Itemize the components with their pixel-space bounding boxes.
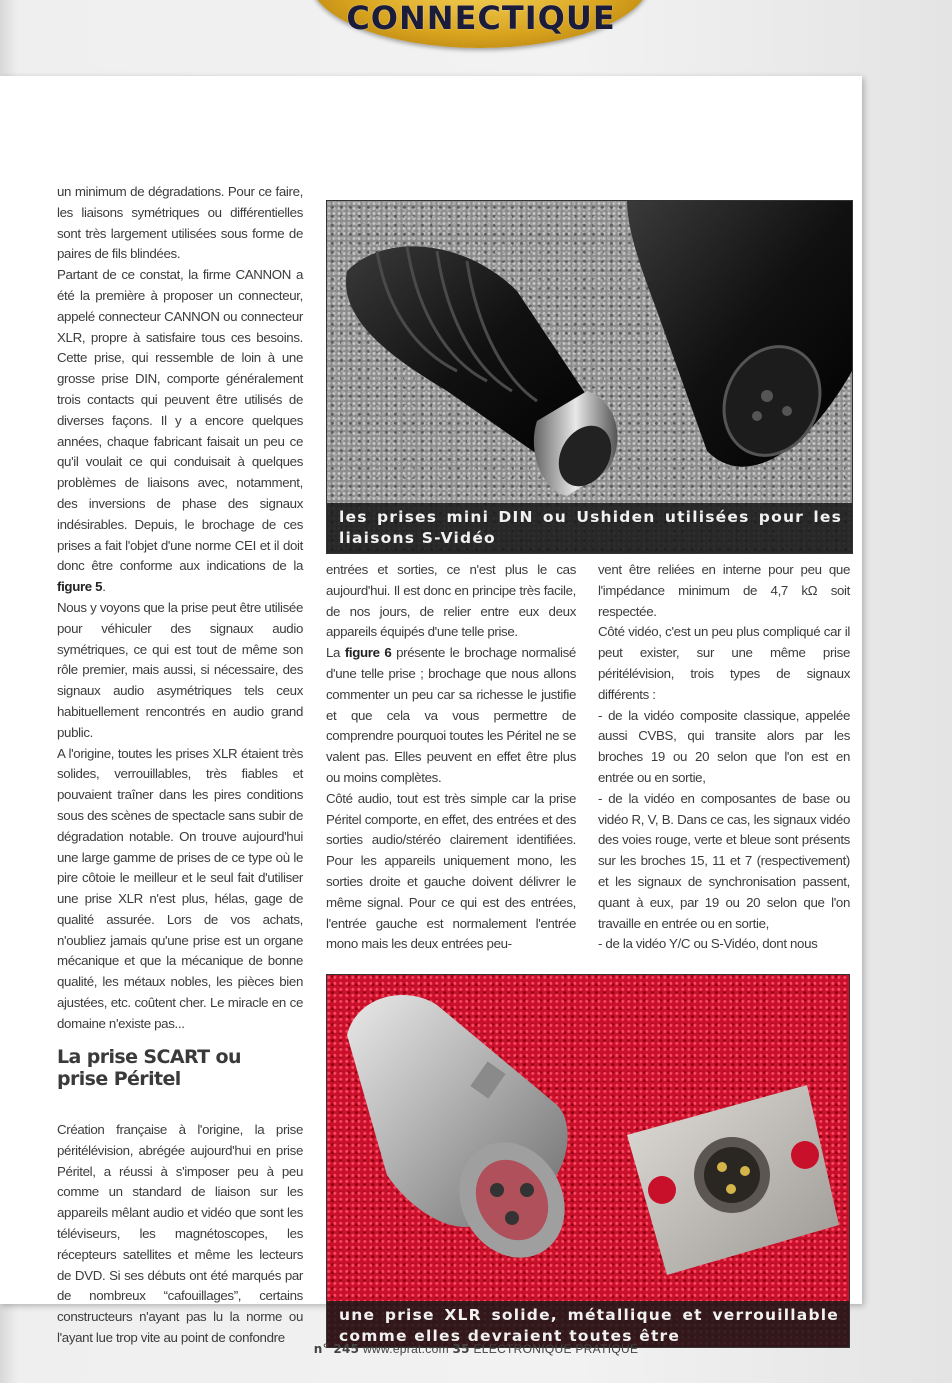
paragraph: Création française à l'origine, la prise péritélévision, abrégée aujourd'hui en prise Péritel, a réussi à s'imposer peu à peu comme un standard de liaison sur les appareils mêlant audio et vidéo que sont les téléviseurs, les magnétoscopes, les récepteurs satellites et même les lecteurs de DVD. Si ses débuts ont été marqués par de nombreux “cafouillages”, certains constructeurs n'ayant pas lu la norme ou l'ayant lue trop vite au point de confondre — [57, 1122, 303, 1345]
paragraph: A l'origine, toutes les prises XLR étaient très solides, verrouillables, très fiables et pouvaient traîner dans les pires conditions sous des scènes de spectacle sans subir de dégradation notable. On trouve aujourd'hui une large gamme de prises de ce type où le pire côtoie le meilleur et le seul fait d'utiliser une prise XLR n'est plus, hélas, gage de qualité assurée. Lors de vos achats, n'oubliez jamais qu'une prise est un organe mécanique et que la mécanique de bonne qualité, les métaux nobles, les pièces bien ajustées, etc. coûtent cher. Le miracle en ce domaine n'existe pas... — [57, 745, 303, 1031]
paragraph: Côté audio, tout est très simple car la prise Péritel comporte, en effet, des entrées et des sorties audio/stéréo clairement identifiées. Pour les appareils uniquement mono, les sorties droite et gauche doivent délivrer le même signal. Pour ce qui est des entrées, l'entrée gauche est normalement l'entrée mono mais les deux entrées peu- — [326, 790, 576, 952]
figure-reference: figure 5 — [57, 579, 103, 595]
article-column-3 — [598, 560, 850, 955]
photo-mini-din-plugs — [326, 200, 853, 554]
paragraph: - de la vidéo en composantes de base ou vidéo R, V, B. Dans ce cas, les signaux vidéo des voies rouge, verte et bleue sont présents sur les broches 15, 11 et 7 (respectivement) et les signaux de synchronisation passent, quant à eux, par 19 ou 20 selon que l'on travaille en entrée ou en sortie, — [598, 790, 850, 931]
paragraph: vent être reliées en interne pour peu que l'impédance minimum de 4,7 kΩ soit respectée. — [598, 562, 850, 619]
xlr-connectors-illustration — [327, 975, 849, 1347]
paragraph: entrées et sorties, ce n'est plus le cas aujourd'hui. Il est donc en principe très facile, de nos jours, de relier entre eux deux appareils équipés d'une telle prise. — [326, 562, 576, 640]
photo-caption: une prise XLR solide, métallique et verrouillable comme elles devraient toutes être — [327, 1301, 849, 1347]
article-column-1-continued — [57, 1120, 303, 1349]
figure-reference: figure 6 — [344, 645, 392, 661]
paragraph: - de la vidéo Y/C ou S-Vidéo, dont nous — [598, 936, 818, 952]
photo-caption: les prises mini DIN ou Ushiden utilisées pour les liaisons S-Vidéo — [327, 503, 852, 553]
paragraph: un minimum de dégradations. Pour ce faire, les liaisons symétriques ou différentielles sont très largement utilisées sous forme de paires de fils blindées. — [57, 184, 303, 262]
page-number: 35 — [452, 1342, 470, 1356]
page-footer — [0, 1342, 952, 1356]
paragraph: - de la vidéo composite classique, appelée aussi CVBS, qui transite alors par les broches 19 ou 20 selon que l'on est en entrée ou en sortie, — [598, 707, 850, 785]
issue-number: n° 245 — [313, 1342, 360, 1356]
paragraph: Nous y voyons que la prise peut être utilisée pour véhiculer des signaux audio symétriques, ce qui est tout de même son rôle premier, mais aussi, si nécessaire, des signaux audio asymétriques tels ceux habituellement rencontrés en audio grand public. — [57, 599, 303, 740]
paragraph: La figure 6 présente le brochage normalisé d'une telle prise ; brochage que nous allons commenter un peu car sa richesse le justifie et que cela va vous permettre de comprendre pourquoi toutes les Péritel ne se valent pas. Elles peuvent en effet être plus ou moins complètes. — [326, 645, 576, 785]
article-column-1 — [57, 182, 303, 1035]
section-title: CONNECTIQUE — [346, 0, 616, 37]
article-column-2 — [326, 560, 576, 955]
photo-xlr-connectors — [326, 974, 850, 1348]
paragraph: Côté vidéo, c'est un peu plus compliqué car il peut exister, sur une même prise péritélévision, trois types de signaux différents : — [598, 624, 850, 702]
magazine-name: ELECTRONIQUE PRATIQUE — [473, 1342, 639, 1356]
magazine-page — [0, 76, 862, 1345]
website: www.eprat.com — [362, 1342, 449, 1356]
section-heading: La prise SCART ou prise Péritel — [57, 1046, 241, 1090]
paragraph: Partant de ce constat, la firme CANNON a été la première à proposer un connecteur, appelé connecteur CANNON ou connecteur XLR, propre à satisfaire tous ces besoins. Cette prise, qui ressemble de loin à une grosse prise DIN, comporte généralement trois contacts qui peuvent être utilisés de diverses façons. Il y a encore quelques années, chaque fabricant faisait un peu ce qu'il voulait ce qui conduisait à quelques problèmes de liaisons avec, notamment, des inversions de phase des signaux indésirables. Depuis, le brochage de ces prises a fait l'objet d'une norme CEI et il doit donc être conforme aux indications de la figure 5. — [57, 267, 303, 595]
mini-din-plugs-illustration — [327, 201, 852, 553]
